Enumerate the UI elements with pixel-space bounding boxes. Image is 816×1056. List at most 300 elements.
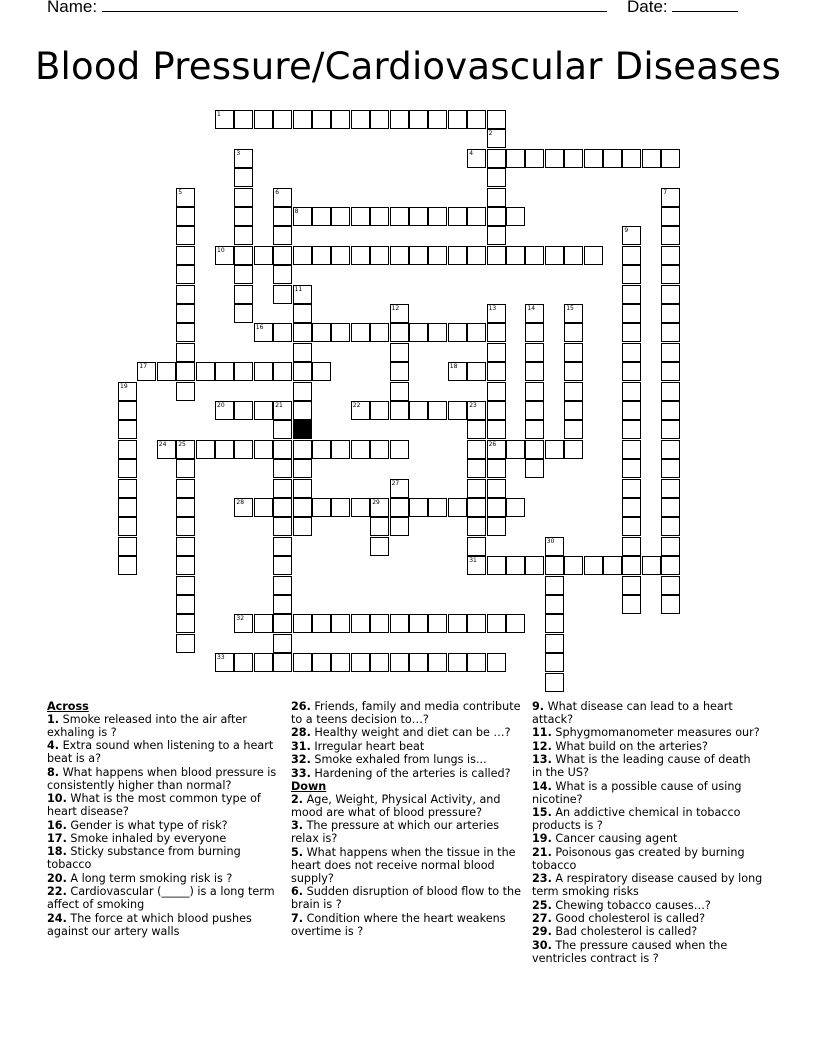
grid-cell[interactable] — [351, 110, 370, 129]
grid-cell[interactable] — [622, 459, 641, 478]
grid-cell[interactable] — [622, 556, 641, 575]
grid-cell[interactable] — [273, 401, 292, 420]
grid-cell[interactable] — [622, 362, 641, 381]
grid-cell[interactable] — [390, 479, 409, 498]
grid-cell[interactable] — [176, 188, 195, 207]
grid-cell[interactable] — [351, 498, 370, 517]
grid-cell[interactable] — [661, 556, 680, 575]
grid-cell[interactable] — [487, 343, 506, 362]
grid-cell[interactable] — [390, 343, 409, 362]
grid-cell[interactable] — [176, 595, 195, 614]
grid-cell[interactable] — [428, 246, 447, 265]
grid-cell[interactable] — [487, 323, 506, 342]
grid-cell[interactable] — [293, 459, 312, 478]
grid-cell[interactable] — [176, 382, 195, 401]
grid-cell[interactable] — [661, 401, 680, 420]
grid-cell[interactable] — [409, 207, 428, 226]
grid-cell[interactable] — [351, 323, 370, 342]
grid-cell[interactable] — [331, 323, 350, 342]
grid-cell[interactable] — [467, 207, 486, 226]
grid-cell[interactable] — [331, 653, 350, 672]
grid-cell[interactable] — [312, 498, 331, 517]
grid-cell[interactable] — [234, 498, 253, 517]
grid-cell[interactable] — [273, 226, 292, 245]
grid-cell[interactable] — [118, 440, 137, 459]
grid-cell[interactable] — [254, 110, 273, 129]
grid-cell[interactable] — [661, 537, 680, 556]
grid-cell[interactable] — [525, 362, 544, 381]
grid-cell[interactable] — [448, 246, 467, 265]
grid-cell[interactable] — [273, 595, 292, 614]
grid-cell[interactable] — [370, 614, 389, 633]
grid-cell[interactable] — [273, 556, 292, 575]
grid-cell[interactable] — [312, 110, 331, 129]
grid-cell[interactable] — [273, 479, 292, 498]
grid-cell[interactable] — [448, 110, 467, 129]
grid-cell[interactable] — [525, 343, 544, 362]
grid-cell[interactable] — [312, 362, 331, 381]
grid-cell[interactable] — [176, 207, 195, 226]
grid-cell[interactable] — [331, 110, 350, 129]
grid-cell[interactable] — [467, 149, 486, 168]
grid-cell[interactable] — [487, 556, 506, 575]
grid-cell[interactable] — [448, 362, 467, 381]
grid-cell[interactable] — [564, 382, 583, 401]
grid-cell[interactable] — [390, 440, 409, 459]
grid-cell[interactable] — [176, 304, 195, 323]
grid-cell[interactable] — [215, 653, 234, 672]
grid-cell[interactable] — [661, 420, 680, 439]
grid-cell[interactable] — [487, 188, 506, 207]
grid-cell[interactable] — [487, 129, 506, 148]
grid-cell[interactable] — [428, 498, 447, 517]
grid-cell[interactable] — [273, 110, 292, 129]
grid-cell[interactable] — [487, 110, 506, 129]
grid-cell[interactable] — [525, 149, 544, 168]
grid-cell[interactable] — [215, 401, 234, 420]
grid-cell[interactable] — [525, 246, 544, 265]
grid-cell[interactable] — [331, 440, 350, 459]
grid-cell[interactable] — [661, 226, 680, 245]
grid-cell[interactable] — [661, 188, 680, 207]
grid-cell[interactable] — [448, 323, 467, 342]
grid-cell[interactable] — [254, 246, 273, 265]
grid-cell[interactable] — [293, 110, 312, 129]
grid-cell[interactable] — [273, 517, 292, 536]
grid-cell[interactable] — [564, 362, 583, 381]
grid-cell[interactable] — [564, 149, 583, 168]
grid-cell[interactable] — [312, 207, 331, 226]
grid-cell[interactable] — [234, 362, 253, 381]
grid-cell[interactable] — [234, 226, 253, 245]
grid-cell[interactable] — [254, 440, 273, 459]
grid-cell[interactable] — [622, 343, 641, 362]
grid-cell[interactable] — [370, 653, 389, 672]
grid-cell[interactable] — [564, 440, 583, 459]
grid-cell[interactable] — [351, 246, 370, 265]
grid-cell[interactable] — [487, 246, 506, 265]
grid-cell[interactable] — [661, 440, 680, 459]
grid-cell[interactable] — [390, 362, 409, 381]
grid-cell[interactable] — [467, 362, 486, 381]
grid-cell[interactable] — [254, 401, 273, 420]
grid-cell[interactable] — [293, 614, 312, 633]
grid-cell[interactable] — [661, 304, 680, 323]
grid-cell[interactable] — [622, 517, 641, 536]
grid-cell[interactable] — [622, 285, 641, 304]
grid-cell[interactable] — [370, 440, 389, 459]
grid-cell[interactable] — [273, 265, 292, 284]
grid-cell[interactable] — [390, 653, 409, 672]
grid-cell[interactable] — [293, 207, 312, 226]
grid-cell[interactable] — [273, 634, 292, 653]
grid-cell[interactable] — [428, 653, 447, 672]
grid-cell[interactable] — [584, 149, 603, 168]
grid-cell[interactable] — [467, 479, 486, 498]
grid-cell[interactable] — [215, 246, 234, 265]
grid-cell[interactable] — [622, 576, 641, 595]
grid-cell[interactable] — [390, 304, 409, 323]
grid-cell[interactable] — [176, 343, 195, 362]
grid-cell[interactable] — [118, 517, 137, 536]
grid-cell[interactable] — [487, 479, 506, 498]
grid-cell[interactable] — [293, 246, 312, 265]
grid-cell[interactable] — [487, 304, 506, 323]
grid-cell[interactable] — [545, 653, 564, 672]
grid-cell[interactable] — [331, 246, 350, 265]
grid-cell[interactable] — [409, 498, 428, 517]
grid-cell[interactable] — [661, 323, 680, 342]
grid-cell[interactable] — [293, 401, 312, 420]
grid-cell[interactable] — [293, 440, 312, 459]
grid-cell[interactable] — [564, 343, 583, 362]
grid-cell[interactable] — [273, 285, 292, 304]
grid-cell[interactable] — [506, 149, 525, 168]
grid-cell[interactable] — [234, 614, 253, 633]
grid-cell[interactable] — [506, 556, 525, 575]
grid-cell[interactable] — [390, 517, 409, 536]
grid-cell[interactable] — [545, 595, 564, 614]
grid-cell[interactable] — [157, 362, 176, 381]
grid-cell[interactable] — [273, 614, 292, 633]
grid-cell[interactable] — [293, 498, 312, 517]
grid-cell[interactable] — [564, 420, 583, 439]
grid-cell[interactable] — [293, 479, 312, 498]
grid-cell[interactable] — [545, 556, 564, 575]
grid-cell[interactable] — [525, 382, 544, 401]
grid-cell[interactable] — [273, 440, 292, 459]
grid-cell[interactable] — [273, 246, 292, 265]
grid-cell[interactable] — [390, 382, 409, 401]
grid-cell[interactable] — [273, 576, 292, 595]
grid-cell[interactable] — [622, 246, 641, 265]
grid-cell[interactable] — [622, 149, 641, 168]
grid-cell[interactable] — [467, 498, 486, 517]
grid-cell[interactable] — [390, 614, 409, 633]
grid-cell[interactable] — [661, 479, 680, 498]
grid-cell[interactable] — [467, 537, 486, 556]
grid-cell[interactable] — [487, 653, 506, 672]
grid-cell[interactable] — [448, 653, 467, 672]
grid-cell[interactable] — [176, 246, 195, 265]
grid-cell[interactable] — [603, 149, 622, 168]
grid-cell[interactable] — [118, 459, 137, 478]
grid-cell[interactable] — [176, 226, 195, 245]
grid-cell[interactable] — [467, 614, 486, 633]
grid-cell[interactable] — [390, 110, 409, 129]
grid-cell[interactable] — [254, 498, 273, 517]
grid-cell[interactable] — [545, 149, 564, 168]
grid-cell[interactable] — [176, 479, 195, 498]
grid-cell[interactable] — [661, 498, 680, 517]
grid-cell[interactable] — [118, 479, 137, 498]
grid-cell[interactable] — [506, 440, 525, 459]
grid-cell[interactable] — [487, 168, 506, 187]
grid-cell[interactable] — [603, 556, 622, 575]
grid-cell[interactable] — [234, 401, 253, 420]
grid-cell[interactable] — [661, 517, 680, 536]
grid-cell[interactable] — [370, 498, 389, 517]
grid-cell[interactable] — [293, 653, 312, 672]
grid-cell[interactable] — [176, 440, 195, 459]
grid-cell[interactable] — [487, 226, 506, 245]
grid-cell[interactable] — [545, 576, 564, 595]
grid-cell[interactable] — [467, 110, 486, 129]
grid-cell[interactable] — [409, 246, 428, 265]
grid-cell[interactable] — [545, 614, 564, 633]
grid-cell[interactable] — [176, 459, 195, 478]
grid-cell[interactable] — [525, 556, 544, 575]
grid-cell[interactable] — [234, 149, 253, 168]
grid-cell[interactable] — [215, 362, 234, 381]
grid-cell[interactable] — [661, 595, 680, 614]
grid-cell[interactable] — [234, 285, 253, 304]
grid-cell[interactable] — [428, 207, 447, 226]
grid-cell[interactable] — [661, 149, 680, 168]
grid-cell[interactable] — [622, 226, 641, 245]
grid-cell[interactable] — [622, 440, 641, 459]
grid-cell[interactable] — [370, 401, 389, 420]
grid-cell[interactable] — [409, 110, 428, 129]
grid-cell[interactable] — [564, 304, 583, 323]
grid-cell[interactable] — [428, 614, 447, 633]
grid-cell[interactable] — [351, 653, 370, 672]
grid-cell[interactable] — [525, 440, 544, 459]
grid-cell[interactable] — [176, 285, 195, 304]
grid-cell[interactable] — [273, 188, 292, 207]
grid-cell[interactable] — [176, 576, 195, 595]
grid-cell[interactable] — [467, 440, 486, 459]
grid-cell[interactable] — [370, 323, 389, 342]
grid-cell[interactable] — [525, 401, 544, 420]
grid-cell[interactable] — [545, 440, 564, 459]
grid-cell[interactable] — [409, 653, 428, 672]
grid-cell[interactable] — [234, 653, 253, 672]
grid-cell[interactable] — [661, 576, 680, 595]
grid-cell[interactable] — [487, 362, 506, 381]
grid-cell[interactable] — [661, 246, 680, 265]
grid-cell[interactable] — [176, 614, 195, 633]
grid-cell[interactable] — [622, 420, 641, 439]
grid-cell[interactable] — [312, 323, 331, 342]
grid-cell[interactable] — [176, 537, 195, 556]
grid-cell[interactable] — [176, 498, 195, 517]
grid-cell[interactable] — [525, 420, 544, 439]
grid-cell[interactable] — [409, 323, 428, 342]
grid-cell[interactable] — [176, 265, 195, 284]
grid-cell[interactable] — [312, 440, 331, 459]
grid-cell[interactable] — [564, 556, 583, 575]
grid-cell[interactable] — [234, 110, 253, 129]
grid-cell[interactable] — [254, 653, 273, 672]
grid-cell[interactable] — [506, 207, 525, 226]
grid-cell[interactable] — [215, 440, 234, 459]
grid-cell[interactable] — [525, 323, 544, 342]
grid-cell[interactable] — [215, 110, 234, 129]
grid-cell[interactable] — [273, 323, 292, 342]
grid-cell[interactable] — [525, 459, 544, 478]
grid-cell[interactable] — [622, 323, 641, 342]
grid-cell[interactable] — [661, 362, 680, 381]
grid-cell[interactable] — [545, 634, 564, 653]
grid-cell[interactable] — [234, 265, 253, 284]
grid-cell[interactable] — [584, 246, 603, 265]
grid-cell[interactable] — [467, 420, 486, 439]
grid-cell[interactable] — [487, 459, 506, 478]
grid-cell[interactable] — [622, 537, 641, 556]
grid-cell[interactable] — [661, 459, 680, 478]
grid-cell[interactable] — [234, 304, 253, 323]
grid-cell[interactable] — [428, 110, 447, 129]
grid-cell[interactable] — [622, 382, 641, 401]
grid-cell[interactable] — [390, 207, 409, 226]
grid-cell[interactable] — [331, 498, 350, 517]
grid-cell[interactable] — [661, 382, 680, 401]
grid-cell[interactable] — [293, 343, 312, 362]
grid-cell[interactable] — [273, 459, 292, 478]
grid-cell[interactable] — [234, 246, 253, 265]
grid-cell[interactable] — [118, 401, 137, 420]
grid-cell[interactable] — [564, 246, 583, 265]
grid-cell[interactable] — [273, 537, 292, 556]
grid-cell[interactable] — [390, 401, 409, 420]
grid-cell[interactable] — [467, 517, 486, 536]
grid-cell[interactable] — [661, 285, 680, 304]
grid-cell[interactable] — [254, 323, 273, 342]
grid-cell[interactable] — [390, 498, 409, 517]
grid-cell[interactable] — [545, 537, 564, 556]
grid-cell[interactable] — [545, 673, 564, 692]
grid-cell[interactable] — [467, 459, 486, 478]
grid-cell[interactable] — [370, 246, 389, 265]
grid-cell[interactable] — [312, 614, 331, 633]
grid-cell[interactable] — [467, 556, 486, 575]
grid-cell[interactable] — [506, 498, 525, 517]
grid-cell[interactable] — [622, 265, 641, 284]
grid-cell[interactable] — [312, 246, 331, 265]
grid-cell[interactable] — [293, 304, 312, 323]
grid-cell[interactable] — [351, 207, 370, 226]
grid-cell[interactable] — [487, 401, 506, 420]
grid-cell[interactable] — [370, 207, 389, 226]
grid-cell[interactable] — [661, 207, 680, 226]
grid-cell[interactable] — [487, 420, 506, 439]
grid-cell[interactable] — [409, 614, 428, 633]
grid-cell[interactable] — [525, 304, 544, 323]
grid-cell[interactable] — [118, 556, 137, 575]
grid-cell[interactable] — [564, 401, 583, 420]
grid-cell[interactable] — [487, 614, 506, 633]
grid-cell[interactable] — [467, 401, 486, 420]
grid-cell[interactable] — [545, 246, 564, 265]
grid-cell[interactable] — [428, 323, 447, 342]
grid-cell[interactable] — [176, 634, 195, 653]
grid-cell[interactable] — [467, 246, 486, 265]
grid-cell[interactable] — [370, 537, 389, 556]
grid-cell[interactable] — [487, 440, 506, 459]
grid-cell[interactable] — [254, 362, 273, 381]
grid-cell[interactable] — [390, 323, 409, 342]
grid-cell[interactable] — [293, 420, 312, 439]
grid-cell[interactable] — [467, 323, 486, 342]
grid-cell[interactable] — [487, 382, 506, 401]
grid-cell[interactable] — [254, 614, 273, 633]
grid-cell[interactable] — [331, 207, 350, 226]
grid-cell[interactable] — [196, 362, 215, 381]
grid-cell[interactable] — [118, 537, 137, 556]
grid-cell[interactable] — [196, 440, 215, 459]
grid-cell[interactable] — [157, 440, 176, 459]
grid-cell[interactable] — [622, 304, 641, 323]
grid-cell[interactable] — [642, 556, 661, 575]
grid-cell[interactable] — [487, 207, 506, 226]
grid-cell[interactable] — [448, 498, 467, 517]
grid-cell[interactable] — [487, 498, 506, 517]
grid-cell[interactable] — [273, 653, 292, 672]
grid-cell[interactable] — [448, 207, 467, 226]
grid-cell[interactable] — [312, 653, 331, 672]
grid-cell[interactable] — [176, 556, 195, 575]
grid-cell[interactable] — [661, 343, 680, 362]
grid-cell[interactable] — [273, 420, 292, 439]
grid-cell[interactable] — [234, 188, 253, 207]
grid-cell[interactable] — [584, 556, 603, 575]
grid-cell[interactable] — [234, 440, 253, 459]
grid-cell[interactable] — [487, 517, 506, 536]
grid-cell[interactable] — [351, 401, 370, 420]
grid-cell[interactable] — [622, 479, 641, 498]
grid-cell[interactable] — [176, 362, 195, 381]
grid-cell[interactable] — [234, 168, 253, 187]
grid-cell[interactable] — [293, 285, 312, 304]
grid-cell[interactable] — [661, 265, 680, 284]
grid-cell[interactable] — [234, 207, 253, 226]
grid-cell[interactable] — [351, 440, 370, 459]
grid-cell[interactable] — [370, 110, 389, 129]
grid-cell[interactable] — [428, 401, 447, 420]
grid-cell[interactable] — [448, 401, 467, 420]
grid-cell[interactable] — [118, 420, 137, 439]
grid-cell[interactable] — [118, 382, 137, 401]
grid-cell[interactable] — [467, 653, 486, 672]
grid-cell[interactable] — [506, 614, 525, 633]
grid-cell[interactable] — [273, 362, 292, 381]
grid-cell[interactable] — [351, 614, 370, 633]
grid-cell[interactable] — [642, 149, 661, 168]
grid-cell[interactable] — [622, 401, 641, 420]
grid-cell[interactable] — [331, 614, 350, 633]
grid-cell[interactable] — [293, 517, 312, 536]
